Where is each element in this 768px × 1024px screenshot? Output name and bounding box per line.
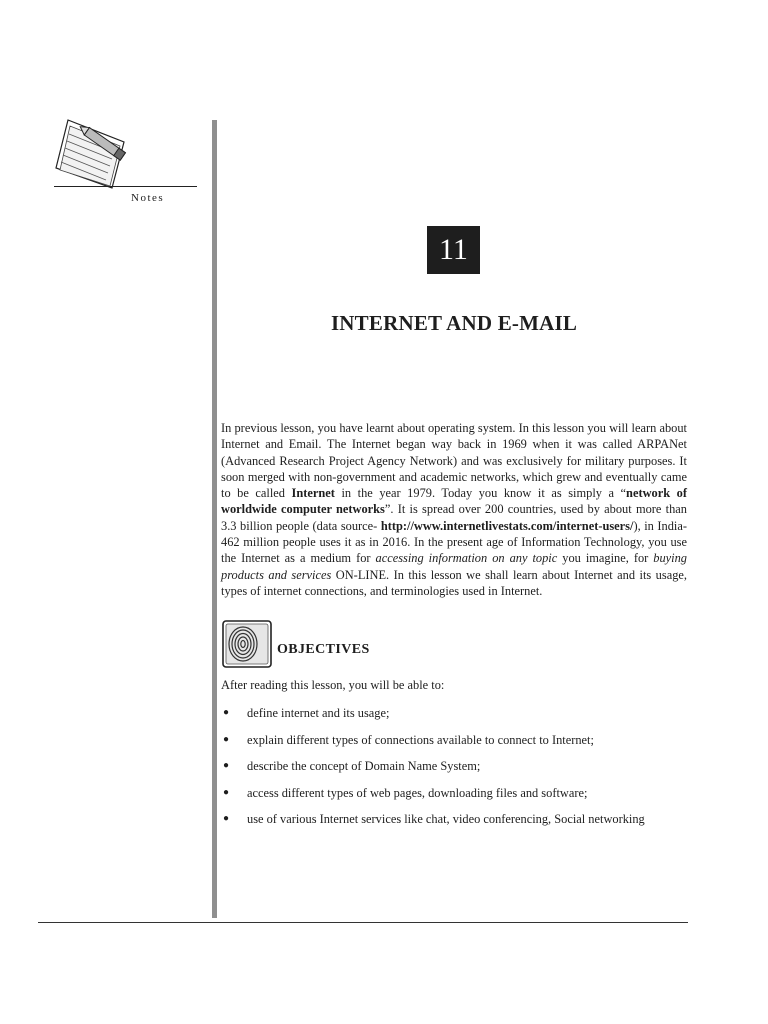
emphasis-accessing-information: accessing information on any topic [375,551,558,566]
objective-item: ● use of various Internet services like chat, video conferencing, Social networking [223,812,645,826]
objectives-heading: OBJECTIVES [277,642,370,657]
emphasis-buying-products: buying products and services [221,551,688,582]
objective-item: ● access different types of web pages, downloading files and software; [223,785,588,800]
bullet-icon: ● [223,733,230,745]
fingerprint-target-icon [222,620,272,668]
objective-item: ● describe the concept of Domain Name System; [223,759,481,773]
chapter-title: INTERNET AND E-MAIL [330,311,578,335]
objective-item: ● explain different types of connections available to connect to Internet; [223,732,594,747]
bullet-icon: ● [223,813,230,824]
objectives-list [221,705,691,838]
objectives-lead: After reading this lesson, you will be able to: [221,678,445,692]
intro-paragraph: In previous lesson, you have learnt about operating system. In this lesson you will learn about Internet and Email. The Internet began way back in 1969 when it was called ARPANet (Advanced Research Project Agency Network) and was exclusively for military purposes. It soon merged with non-government and academic networks, which grew and eventually came to be called Internet in the year 1979. Today you know it as simply a “network of worldwide computer networks”. It is spread over 200 countries, used by about more than 3.3 billion people (data source- http://www.internetlivestats.com/internet-users/), in India- 462 million people uses it as in 2016. In the present age of Information Technology, you use the Internet as a medium for accessing information on any topic you imagine, for buying products and services ON-LINE. In this lesson we shall learn about Internet and its usage, types of internet connections, and terminologies used in Internet. [221,421,688,598]
notebook-pencil-icon [52,116,132,192]
margin-divider-bar [212,120,217,918]
bullet-icon: ● [223,760,230,771]
network-definition: network of worldwide computer networks [221,486,687,517]
chapter-number: 11 [427,226,480,274]
page-bottom-rule [38,922,688,923]
notes-label: Notes [131,192,165,204]
objective-item: ● define internet and its usage; [223,706,390,720]
data-source-url: http://www.internetlivestats.com/internet-users/ [380,518,634,533]
notes-divider [54,186,197,187]
internet-term: Internet [291,486,335,501]
bullet-icon: ● [223,786,230,798]
bullet-icon: ● [223,707,230,718]
